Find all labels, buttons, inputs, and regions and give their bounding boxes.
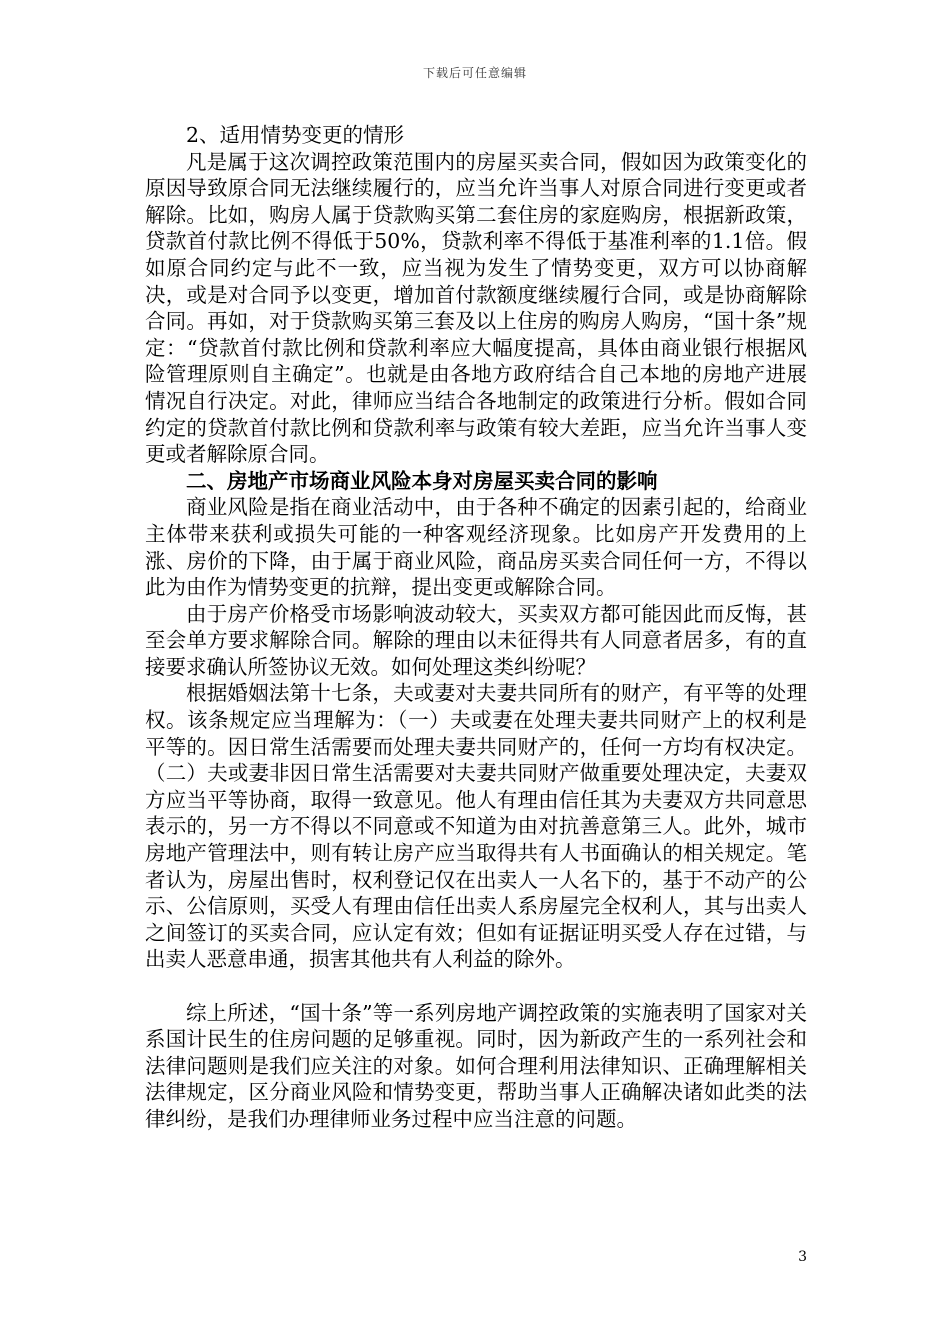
section-title: 2、适用情势变更的情形 xyxy=(186,123,405,147)
paragraph-4: 根据婚姻法第十七条，夫或妻对夫妻共同所有的财产，有平等的处理权。该条规定应当理解为：（一）夫或妻在处理夫妻共同财产上的权利是平等的。因日常生活需要而处理夫妻共同财产的，任何一方均有权决定。（二）夫或妻非因日常生活需要对夫妻共同财产做重要处理决定，夫妻双方应当平等协商，取得一致意见。他人有理由信任其为夫妻双方共同意思表示的，另一方不得以不同意或不知道为由对抗善意第三人。此外，城市房地产管理法中，则有转让房产应当取得共有人书面确认的相关规定。笔者认为，房屋出售时，权利登记仅在出卖人一人名下的，基于不动产的公示、公信原则，买受人有理由信任出卖人系房屋完全权利人，其与出卖人之间签订的买卖合同，应认定有效；但如有证据证明买受人存在过错，与出卖人恶意串通，损害其他共有人利益的除外。 xyxy=(145,681,807,972)
paragraph-3: 由于房产价格受市场影响波动较大，买卖双方都可能因此而反悔，甚至会单方要求解除合同。解除的理由以未征得共有人同意者居多，有的直接要求确认所签协议无效。如何处理这类纠纷呢？ xyxy=(145,601,807,679)
paragraph-1: 凡是属于这次调控政策范围内的房屋买卖合同，假如因为政策变化的原因导致原合同无法继续履行的，应当允许当事人对原合同进行变更或者解除。比如，购房人属于贷款购买第二套住房的家庭购房，根据新政策，贷款首付款比例不得低于50%，贷款利率不得低于基准利率的1.1倍。假如原合同约定与此不一致，应当视为发生了情势变更，双方可以协商解决，或是对合同予以变更，增加首付款额度继续履行合同，或是协商解除合同。再如，对于贷款购买第三套及以上住房的购房人购房，“国十条”规定：“贷款首付款比例和贷款利率应大幅度提高，具体由商业银行根据风险管理原则自主确定”。也就是由各地方政府结合自己本地的房地产进展情况自行决定。对此，律师应当结合各地制定的政策进行分析。假如合同约定的贷款首付款比例和贷款利率与政策有较大差距，应当允许当事人变更或者解除原合同。 xyxy=(145,149,807,467)
page-number: 3 xyxy=(798,1249,807,1265)
paragraph-2: 商业风险是指在商业活动中，由于各种不确定的因素引起的，给商业主体带来获利或损失可能的一种客观经济现象。比如房产开发费用的上涨、房价的下降，由于属于商业风险，商品房买卖合同任何一方，不得以此为由作为情势变更的抗辩，提出变更或解除合同。 xyxy=(145,495,807,600)
blank-line xyxy=(145,973,807,1000)
paragraph-5: 综上所述，“国十条”等一系列房地产调控政策的实施表明了国家对关系国计民生的住房问题的足够重视。同时，因为新政产生的一系列社会和法律问题则是我们应关注的对象。如何合理利用法律知识、正确理解相关法律规定，区分商业风险和情势变更，帮助当事人正确解决诸如此类的法律纠纷，是我们办理律师业务过程中应当注意的问题。 xyxy=(145,1000,807,1131)
document-body xyxy=(145,122,807,1133)
header-note: 下载后可任意编辑 xyxy=(422,66,527,80)
heading-2: 二、房地产市场商业风险本身对房屋买卖合同的影响 xyxy=(186,468,658,493)
